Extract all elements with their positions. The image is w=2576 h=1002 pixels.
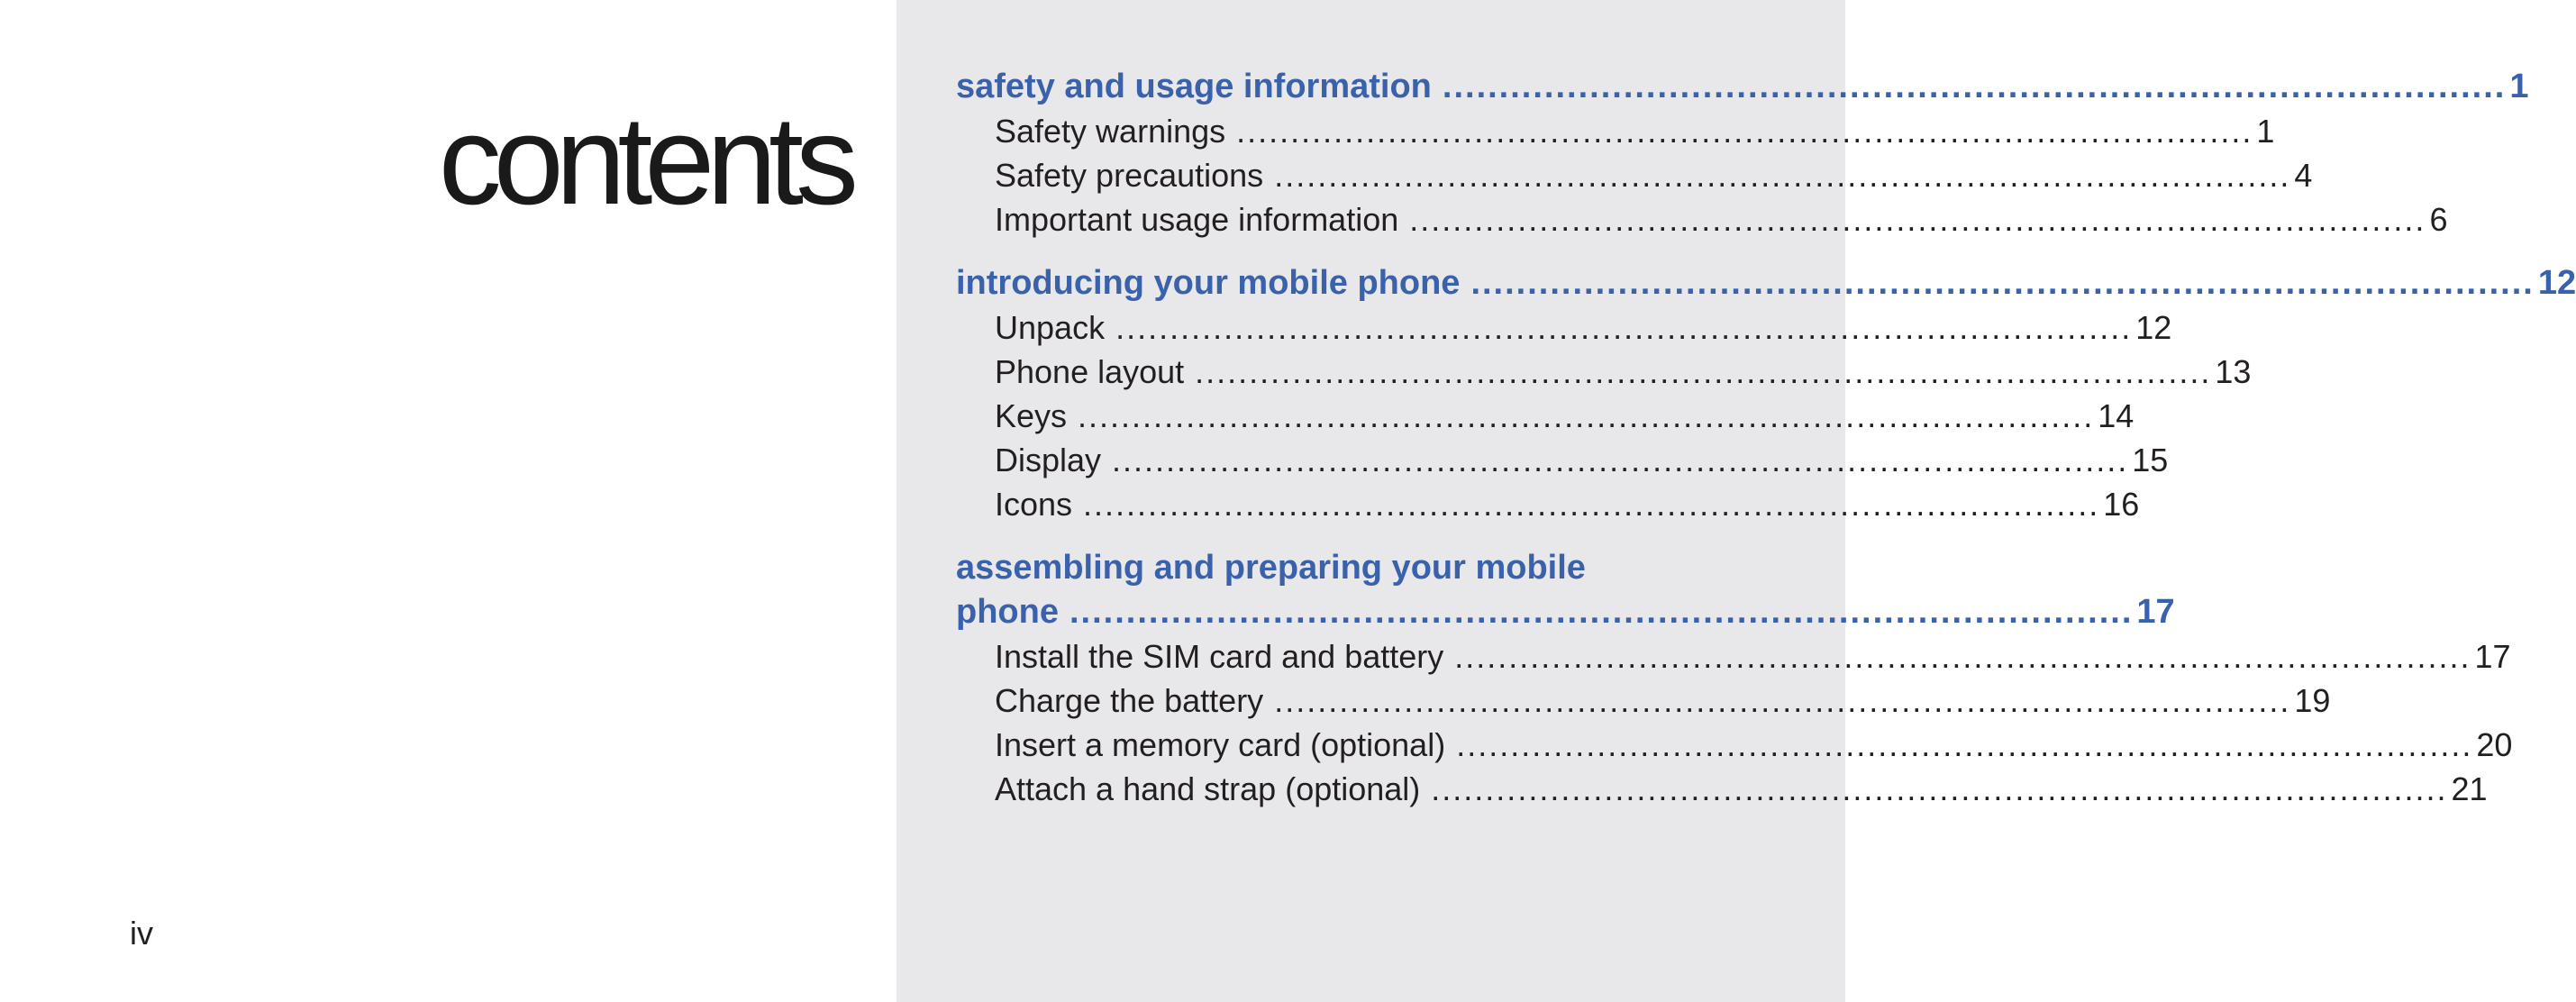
toc-entry-label: Charge the battery <box>995 682 1264 719</box>
toc-section-safety <box>956 65 2529 241</box>
dot-leader: .............................................................................................. <box>1454 638 2471 675</box>
toc-entry-page: 21 <box>2451 770 2488 807</box>
toc-entry-page: 17 <box>2474 638 2511 675</box>
dot-leader: .............................................................................................. <box>1078 397 2095 434</box>
toc-entry-page: 1 <box>2256 113 2275 150</box>
dot-leader: .............................................................................................. <box>1431 770 2448 807</box>
toc-section-heading-line1[interactable]: assembling and preparing your mobile <box>956 549 1586 587</box>
toc-entry-label: Important usage information <box>995 201 1399 238</box>
dot-leader: .............................................................................................. <box>1409 201 2426 238</box>
toc-entry[interactable] <box>956 350 2252 394</box>
table-of-contents <box>956 65 2576 831</box>
toc-entry[interactable] <box>956 723 2513 767</box>
toc-entry[interactable] <box>956 109 2275 153</box>
toc-section-introducing <box>956 261 2576 526</box>
toc-section-heading-page: 12 <box>2537 264 2576 302</box>
toc-section-assembling <box>956 546 2513 811</box>
toc-section-heading[interactable] <box>956 65 2529 109</box>
dot-leader: .............................................................................................. <box>1470 264 2535 302</box>
toc-entry-label: Keys <box>995 397 1068 434</box>
toc-entry-label: Safety warnings <box>995 113 1226 150</box>
dot-leader: .............................................................................................. <box>1112 442 2129 478</box>
toc-section-heading-page: 17 <box>2136 593 2175 631</box>
toc-entry-page: 16 <box>2103 486 2140 523</box>
toc-entry-label: Unpack <box>995 309 1106 346</box>
toc-entry-page: 13 <box>2215 353 2252 390</box>
toc-section-heading-label: introducing your mobile phone <box>956 264 1461 302</box>
toc-entry-page: 12 <box>2135 309 2172 346</box>
dot-leader: .............................................................................................. <box>1236 113 2253 150</box>
page-number: iv <box>130 915 153 952</box>
toc-entry[interactable] <box>956 394 2135 438</box>
dot-leader: .............................................................................................. <box>1083 486 2100 523</box>
left-page <box>0 0 897 1002</box>
dot-leader: .............................................................................................. <box>1069 593 2134 631</box>
toc-entry-label: Insert a memory card (optional) <box>995 726 1446 763</box>
toc-entry-page: 20 <box>2476 726 2513 763</box>
toc-entry-label: Phone layout <box>995 353 1185 390</box>
toc-entry-page: 6 <box>2429 201 2448 238</box>
toc-entry[interactable] <box>956 153 2313 197</box>
dot-leader: .............................................................................................. <box>1274 682 2291 719</box>
toc-entry-label: Icons <box>995 486 1073 523</box>
toc-section-heading[interactable] <box>956 590 2175 634</box>
toc-section-heading-page: 1 <box>2509 68 2529 105</box>
toc-entry-page: 4 <box>2294 157 2313 194</box>
toc-section-heading-label: safety and usage information <box>956 68 1432 105</box>
toc-entry-page: 19 <box>2294 682 2331 719</box>
toc-entry[interactable] <box>956 305 2172 350</box>
toc-entry-page: 15 <box>2132 442 2169 478</box>
toc-section-heading-label: phone <box>956 593 1059 631</box>
toc-entry-label: Attach a hand strap (optional) <box>995 770 1421 807</box>
dot-leader: .............................................................................................. <box>1195 353 2212 390</box>
toc-section-heading[interactable] <box>956 261 2576 305</box>
toc-entry[interactable] <box>956 679 2331 723</box>
toc-entry[interactable] <box>956 197 2448 241</box>
dot-leader: .............................................................................................. <box>1442 68 2507 105</box>
dot-leader: .............................................................................................. <box>1456 726 2473 763</box>
toc-entry[interactable] <box>956 482 2140 526</box>
toc-entry[interactable] <box>956 438 2169 482</box>
toc-entry[interactable] <box>956 767 2488 811</box>
toc-entry-page: 14 <box>2098 397 2135 434</box>
toc-entry-label: Display <box>995 442 1102 478</box>
dot-leader: .............................................................................................. <box>1115 309 2133 346</box>
toc-entry-label: Safety precautions <box>995 157 1264 194</box>
toc-entry[interactable] <box>956 634 2511 679</box>
page-title: contents <box>438 89 851 231</box>
dot-leader: .............................................................................................. <box>1274 157 2291 194</box>
toc-entry-label: Install the SIM card and battery <box>995 638 1444 675</box>
